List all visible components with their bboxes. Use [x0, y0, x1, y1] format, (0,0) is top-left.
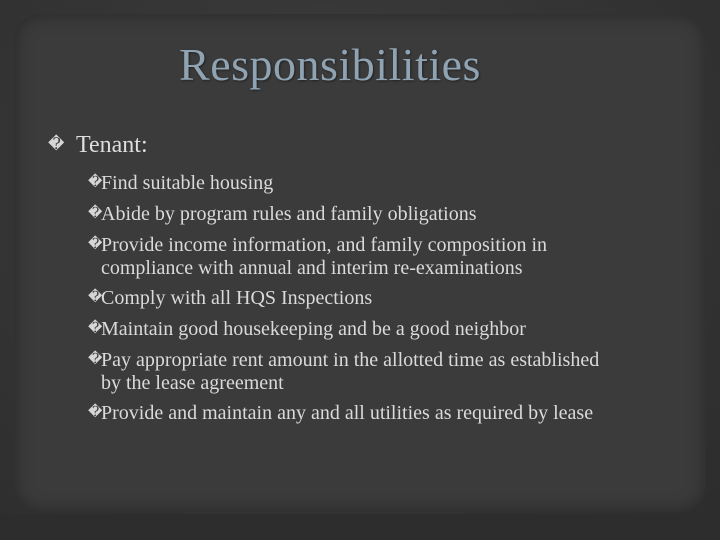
main-bullet-row	[48, 128, 688, 162]
placeholder-glyph-icon: �	[88, 290, 103, 305]
slide-title: Responsibilities	[179, 39, 481, 90]
placeholder-glyph-icon: �	[88, 206, 103, 221]
list-item	[88, 201, 618, 227]
placeholder-glyph-icon: �	[48, 136, 65, 153]
placeholder-glyph-icon: �	[88, 352, 103, 367]
placeholder-glyph-icon: �	[88, 321, 103, 336]
list-item-text: Provide and maintain any and all utilities as required by lease	[101, 402, 594, 424]
slide-content	[48, 128, 688, 431]
list-item	[88, 170, 618, 196]
list-item	[88, 232, 618, 280]
list-item-text: Abide by program rules and family obligations	[101, 203, 477, 225]
list-item	[88, 285, 618, 311]
main-bullet-label: Tenant:	[76, 132, 148, 158]
placeholder-glyph-icon: �	[88, 237, 103, 252]
list-item	[88, 316, 618, 342]
bottom-band	[0, 514, 720, 540]
list-item-text: Comply with all HQS Inspections	[101, 287, 373, 309]
list-item-text: Maintain good housekeeping and be a good neighbor	[101, 318, 526, 340]
placeholder-glyph-icon: �	[88, 175, 103, 190]
responsibility-list	[48, 170, 688, 426]
placeholder-glyph-icon: �	[88, 405, 103, 420]
list-item-text: Pay appropriate rent amount in the allotted time as established by the lease agreement	[101, 349, 600, 394]
list-item-text: Find suitable housing	[101, 172, 274, 194]
list-item-text: Provide income information, and family composition in compliance with annual and interim re-examinations	[101, 234, 548, 279]
list-item	[88, 347, 618, 395]
list-item	[88, 400, 618, 426]
